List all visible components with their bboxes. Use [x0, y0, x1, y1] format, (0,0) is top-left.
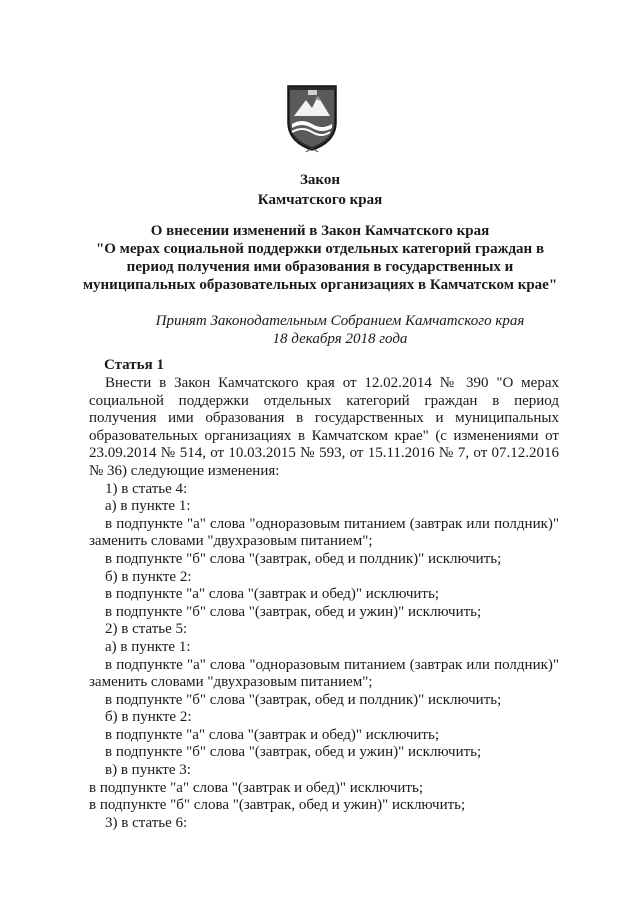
law-subject-line-2: "О мерах социальной поддержки отдельных категорий граждан в — [95, 241, 545, 257]
article-body — [89, 375, 559, 832]
article-intro: Внести в Закон Камчатского края от 12.02.2014 № 390 "О мерах социальной поддержки отдельных категорий граждан в период получения ими образования в государственных и муниципальных образовательных организациях в Камчатском крае" (с изменениями от 23.09.2014 № 514, от 10.03.2015 № 593, от 15.11.2016 № 7, от 07.12.2016 № 36) следующие изменения: — [89, 375, 559, 479]
law-title — [70, 170, 570, 210]
amendment-line: в подпункте "а" слова "(завтрак и обед)" исключить; — [105, 586, 439, 603]
amendment-line: в подпункте "б" слова "(завтрак, обед и полдник)" исключить; — [105, 691, 502, 708]
amendment-line: в подпункте "б" слова "(завтрак, обед и ужин)" исключить; — [105, 744, 482, 761]
amendment-line: 3) в статье 6: — [105, 814, 188, 831]
amendment-line: в подпункте "б" слова "(завтрак, обед и полдник)" исключить; — [105, 550, 502, 567]
amendment-line: в) в пункте 3: — [105, 762, 191, 779]
amendment-line: в подпункте "а" слова "одноразовым питанием (завтрак или полдник)" заменить словами "двухразовым питанием"; — [89, 656, 559, 691]
amendment-line: в подпункте "а" слова "(завтрак и обед)" исключить; — [105, 726, 439, 743]
kamchatka-coat-of-arms-icon — [284, 82, 340, 154]
amendment-line: а) в пункте 1: — [105, 498, 191, 515]
law-title-line-1: Закон — [299, 172, 340, 188]
law-subject — [60, 222, 580, 294]
law-subject-line-1: О внесении изменений в Закон Камчатского края — [150, 223, 490, 239]
amendment-line: в подпункте "б" слова "(завтрак, обед и ужин)" исключить; — [105, 603, 482, 620]
amendment-line: 1) в статье 4: — [105, 480, 188, 497]
amendment-line: а) в пункте 1: — [105, 638, 191, 655]
amendment-line: в подпункте "б" слова "(завтрак, обед и ужин)" исключить; — [89, 797, 466, 814]
amendment-line: б) в пункте 2: — [105, 709, 192, 726]
article-heading: Статья 1 — [104, 357, 164, 373]
amendment-line: в подпункте "а" слова "одноразовым питанием (завтрак или полдник)" заменить словами "двухразовым питанием"; — [89, 515, 559, 550]
amendment-line: 2) в статье 5: — [105, 621, 188, 638]
amendment-line: в подпункте "а" слова "(завтрак и обед)" исключить; — [89, 779, 423, 796]
adoption-note-line-1: Принят Законодательным Собранием Камчатского края — [155, 313, 525, 329]
law-title-line-2: Камчатского края — [257, 192, 383, 208]
adoption-note — [120, 312, 560, 348]
adoption-date: 18 декабря 2018 года — [272, 331, 408, 347]
amendment-line: б) в пункте 2: — [105, 568, 192, 585]
law-subject-line-3: период получения ими образования в государственных и — [126, 259, 514, 275]
law-subject-line-4: муниципальных образовательных организациях в Камчатском крае" — [82, 277, 558, 293]
